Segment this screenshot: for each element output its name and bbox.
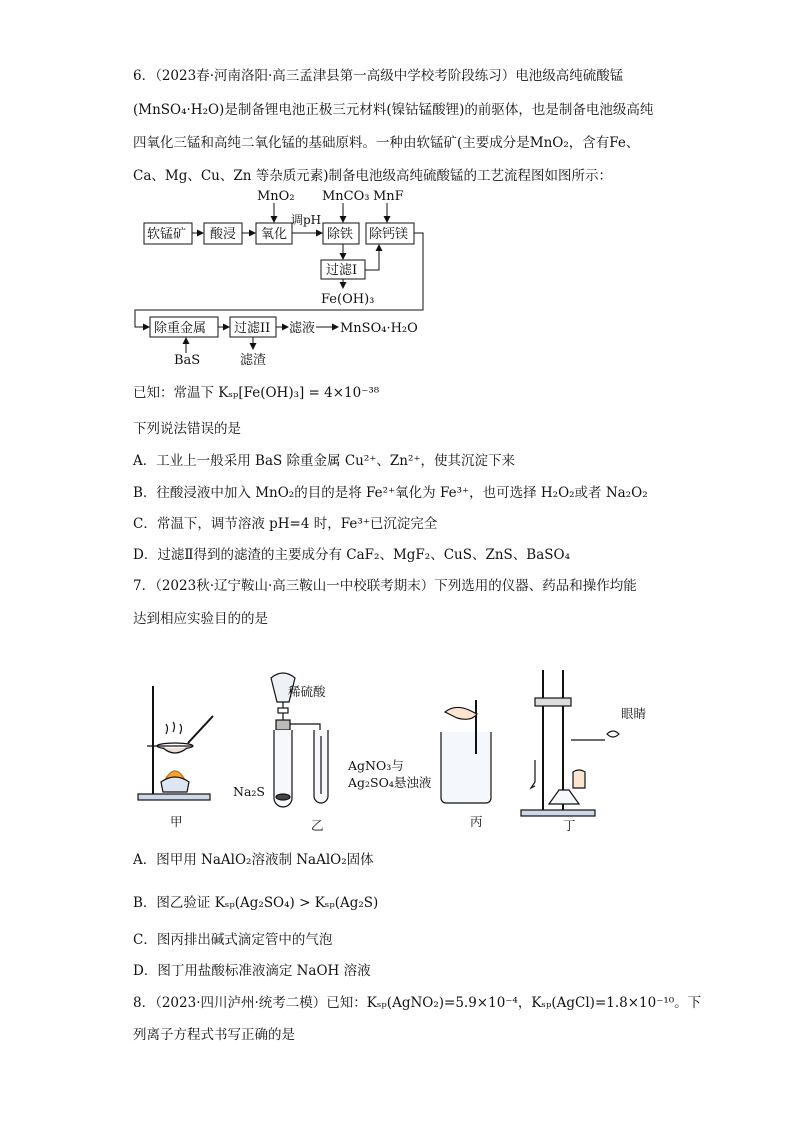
q6-question: 下列说法错误的是 bbox=[133, 421, 241, 437]
q7-option-c[interactable]: C．图丙排出碱式滴定管中的气泡 bbox=[133, 932, 333, 948]
q7-option-a[interactable]: A．图甲用 NaAlO₂溶液制 NaAlO₂固体 bbox=[133, 852, 374, 868]
figure-jia-evaporation bbox=[138, 686, 213, 800]
q6-option-c[interactable]: C．常温下，调节溶液 pH=4 时，Fe³⁺已沉淀完全 bbox=[133, 516, 438, 532]
flow-label-remove-fe: 除铁 bbox=[327, 227, 354, 242]
caption-yi: 乙 bbox=[311, 818, 324, 833]
figure-ding-titration bbox=[521, 670, 619, 816]
caption-ding: 丁 bbox=[563, 818, 576, 833]
apparatus-figures bbox=[133, 660, 653, 840]
flow-reagent-mno2: MnO₂ bbox=[257, 189, 295, 204]
label-eye: 眼睛 bbox=[621, 706, 647, 721]
flow-reagent-bas: BaS bbox=[174, 353, 201, 366]
flow-label-remove-heavy-metal: 除重金属 bbox=[154, 321, 207, 336]
process-flow-diagram bbox=[133, 186, 433, 366]
flow-label-oxidize: 氧化 bbox=[261, 227, 288, 242]
q6-stem-line4: Ca、Mg、Cu、Zn 等杂质元素)制备电池级高纯硫酸锰的工艺流程图如图所示： bbox=[133, 168, 612, 184]
caption-bing: 丙 bbox=[470, 814, 483, 829]
label-agno3-line2: Ag₂SO₄悬浊液 bbox=[348, 775, 432, 790]
flow-label-adjust-ph: 调pH bbox=[291, 213, 322, 227]
q8-stem-line2: 列离子方程式书写正确的是 bbox=[133, 1027, 295, 1043]
q8-stem-line1: 8．（2023·四川泸州·统考二模）已知：Kₛₚ(AgNO₂)=5.9×10⁻⁴，Kₛₚ(AgCl)=1.8×10⁻¹⁰。下 bbox=[133, 995, 702, 1011]
q7-stem-line2: 达到相应实验目的的是 bbox=[133, 611, 268, 627]
q7-option-b[interactable]: B．图乙验证 Kₛₚ(Ag₂SO₄) > Kₛₚ(Ag₂S) bbox=[133, 895, 379, 911]
flow-reagent-mnf: MnF bbox=[373, 189, 404, 204]
label-agno3-line1: AgNO₃与 bbox=[348, 758, 404, 773]
q6-known: 已知：常温下 Kₛₚ[Fe(OH)₃] = 4×10⁻³⁸ bbox=[133, 385, 380, 401]
q6-stem-line2: (MnSO₄·H₂O)是制备锂电池正极三元材料(镍钴锰酸锂)的前驱体，也是制备电池级高纯 bbox=[133, 102, 654, 118]
q7-option-d[interactable]: D．图丁用盐酸标准液滴定 NaOH 溶液 bbox=[133, 963, 371, 979]
flow-product-fe-oh3: Fe(OH)₃ bbox=[321, 292, 375, 307]
q6-option-d[interactable]: D．过滤Ⅱ得到的滤渣的主要成分有 CaF₂、MgF₂、CuS、ZnS、BaSO₄ bbox=[133, 547, 570, 563]
flow-label-filter-2: 过滤II bbox=[234, 321, 271, 336]
q7-stem-line1: 7．（2023秋·辽宁鞍山·高三鞍山一中校联考期末）下列选用的仪器、药品和操作均能 bbox=[133, 578, 637, 594]
figure-bing-burette bbox=[441, 700, 491, 803]
flow-product-mnso4: MnSO₄·H₂O bbox=[340, 321, 418, 336]
flow-label-ore: 软锰矿 bbox=[147, 227, 187, 242]
label-na2s: Na₂S bbox=[233, 784, 265, 799]
flow-reagent-mnco3: MnCO₃ bbox=[322, 189, 370, 204]
flow-label-acid-leach: 酸浸 bbox=[210, 227, 237, 242]
flow-residue: 滤渣 bbox=[240, 353, 267, 366]
q6-option-b[interactable]: B．往酸浸液中加入 MnO₂的目的是将 Fe²⁺氧化为 Fe³⁺，也可选择 H₂O₂或者 Na₂O₂ bbox=[133, 485, 648, 501]
label-dilute-sulfuric-acid: 稀硫酸 bbox=[288, 684, 326, 699]
q6-option-a[interactable]: A．工业上一般采用 BaS 除重金属 Cu²⁺、Zn²⁺，使其沉淀下来 bbox=[133, 453, 516, 469]
caption-jia: 甲 bbox=[170, 814, 183, 829]
flow-label-filter-1: 过滤I bbox=[326, 263, 358, 278]
flow-filtrate: 滤液 bbox=[289, 321, 316, 336]
q6-stem-line3: 四氧化三锰和高纯二氧化锰的基础原料。一种由软锰矿(主要成分是MnO₂，含有Fe、 bbox=[133, 135, 640, 151]
flow-label-remove-ca-mg: 除钙镁 bbox=[369, 227, 409, 242]
q6-stem-line1: 6．（2023春·河南洛阳·高三孟津县第一高级中学校考阶段练习）电池级高纯硫酸锰 bbox=[133, 68, 624, 84]
